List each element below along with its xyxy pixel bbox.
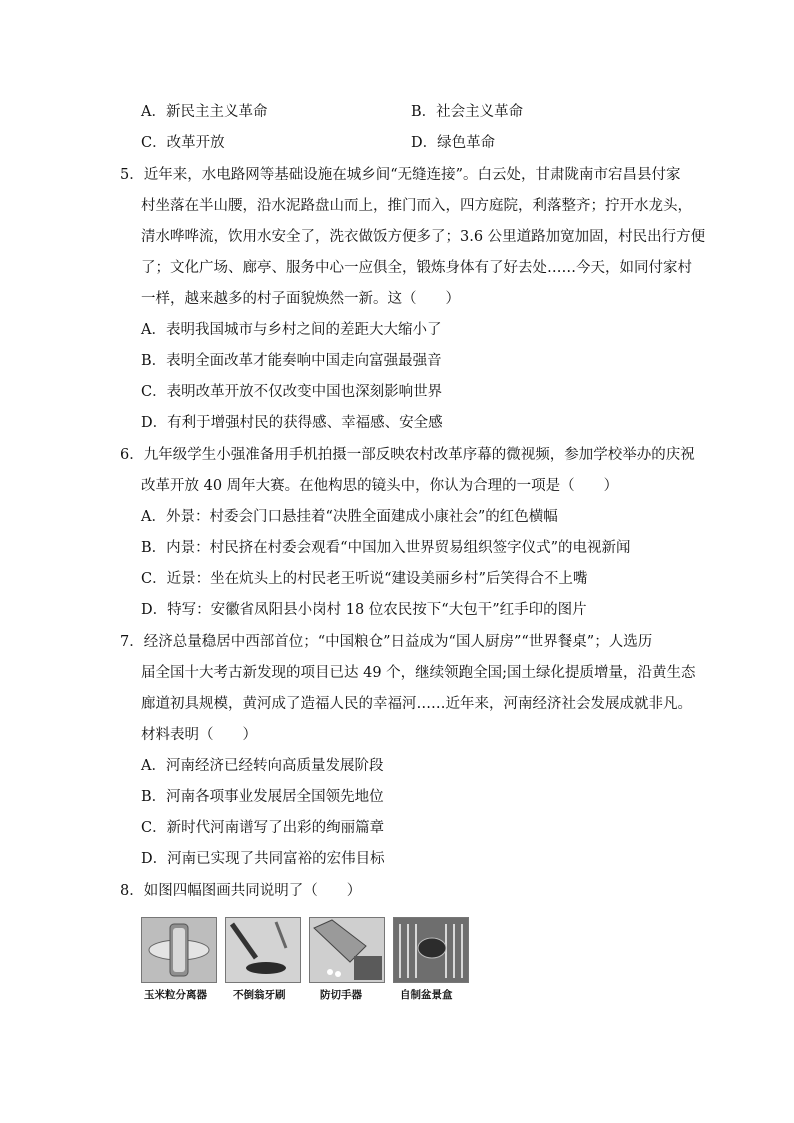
q7-option-d: D．河南已实现了共同富裕的宏伟目标	[141, 851, 385, 867]
q6-stem-line: 改革开放 40 周年大赛。在他构思的镜头中，你认为合理的一项是（ ）	[141, 478, 619, 494]
q4-option-c: C．改革开放	[141, 135, 225, 151]
q8-image-strip	[141, 917, 461, 1007]
q7-option-c: C．新时代河南谱写了出彩的绚丽篇章	[141, 820, 385, 836]
toothbrush-icon	[226, 918, 300, 982]
caption-bonsai-box: 自制盆景盒	[400, 989, 453, 1001]
q4-option-b: B．社会主义革命	[411, 104, 524, 120]
q7-option-b: B．河南各项事业发展居全国领先地位	[141, 789, 384, 805]
tumbler-toothbrush-photo	[225, 917, 301, 983]
q7-option-a: A．河南经济已经转向高质量发展阶段	[141, 758, 384, 774]
q4-option-d: D．绿色革命	[411, 135, 496, 151]
q5-stem-line: 清水哗哗流，饮用水安全了，洗衣做饭方便多了；3.6 公里道路加宽加固，村民出行方便	[141, 229, 706, 245]
q6-option-c: C．近景：坐在炕头上的村民老王听说“建设美丽乡村”后笑得合不上嘴	[141, 571, 588, 587]
q5-stem-line: 5．近年来，水电路网等基础设施在城乡间“无缝连接”。白云处，甘肃陇南市宕昌县付家	[120, 167, 681, 183]
bonsai-box-icon	[394, 918, 468, 982]
q5-option-c: C．表明改革开放不仅改变中国也深刻影响世界	[141, 384, 443, 400]
q7-stem-line: 届全国十大考古新发现的项目已达 49 个，继续领跑全国;国土绿化提质增量，沿黄生态	[141, 665, 696, 681]
corn-separator-photo	[141, 917, 217, 983]
q5-stem-line: 村坐落在半山腰，沿水泥路盘山而上，推门而入，四方庭院，利落整齐；拧开水龙头，	[141, 198, 692, 214]
finger-guard-icon	[310, 918, 384, 982]
finger-guard-photo	[309, 917, 385, 983]
q6-option-d: D．特写：安徽省凤阳县小岗村 18 位农民按下“大包干”红手印的图片	[141, 602, 587, 618]
q7-stem-line: 材料表明（ ）	[141, 727, 257, 743]
q6-stem-line: 6．九年级学生小强准备用手机拍摄一部反映农村改革序幕的微视频，参加学校举办的庆祝	[120, 447, 695, 463]
q8-stem: 8．如图四幅图画共同说明了（ ）	[120, 883, 362, 899]
q5-stem-line: 了；文化广场、廊亭、服务中心一应俱全，锻炼身体有了好去处……今天，如同付家村	[141, 260, 692, 276]
q5-stem-line: 一样，越来越多的村子面貌焕然一新。这（ ）	[141, 291, 460, 307]
q4-option-a: A．新民主主义革命	[141, 104, 268, 120]
q7-stem-line: 7．经济总量稳居中西部首位；“中国粮仓”日益成为“国人厨房”“世界餐桌”；人选历	[120, 634, 653, 650]
caption-finger-guard: 防切手器	[320, 989, 362, 1001]
corn-separator-icon	[142, 918, 216, 982]
q5-option-a: A．表明我国城市与乡村之间的差距大大缩小了	[141, 322, 442, 338]
caption-corn-separator: 玉米粒分离器	[144, 989, 207, 1001]
q5-option-b: B．表明全面改革才能奏响中国走向富强最强音	[141, 353, 442, 369]
q7-stem-line: 廊道初具规模，黄河成了造福人民的幸福河……近年来，河南经济社会发展成就非凡。	[141, 696, 692, 712]
q5-option-d: D．有利于增强村民的获得感、幸福感、安全感	[141, 415, 443, 431]
q6-option-b: B．内景：村民挤在村委会观看“中国加入世界贸易组织签字仪式”的电视新闻	[141, 540, 631, 556]
bonsai-box-photo	[393, 917, 469, 983]
q6-option-a: A．外景：村委会门口悬挂着“决胜全面建成小康社会”的红色横幅	[141, 509, 558, 525]
caption-tumbler-toothbrush: 不倒翁牙刷	[233, 989, 286, 1001]
